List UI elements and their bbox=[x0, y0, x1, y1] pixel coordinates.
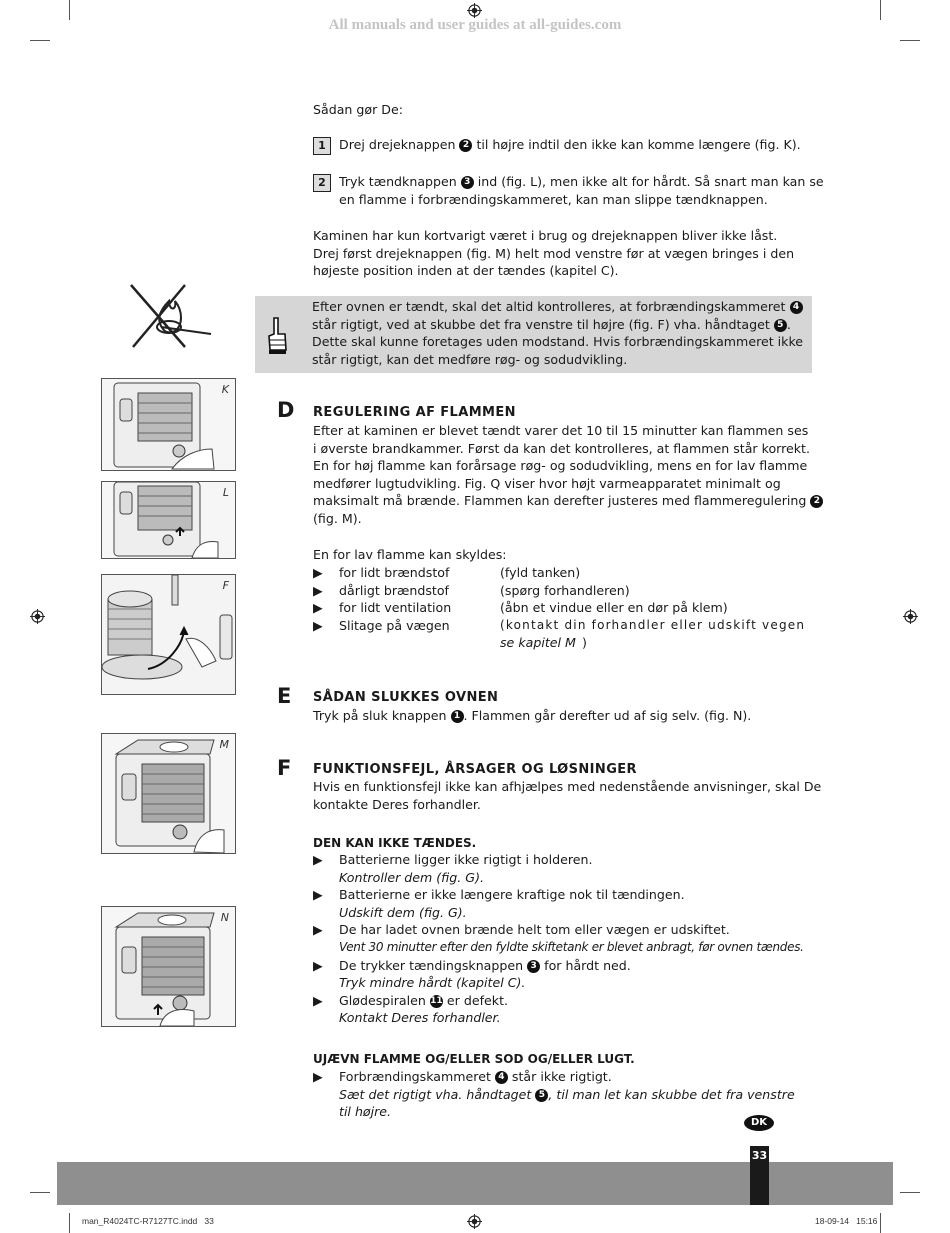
figure-label: M bbox=[219, 738, 229, 751]
ref-number: 3 bbox=[527, 960, 540, 973]
text-line: højeste position inden at der tændes (kapitel C). bbox=[313, 263, 619, 279]
registration-mark-icon bbox=[467, 3, 482, 18]
figure-label: L bbox=[222, 486, 229, 499]
notice-text bbox=[312, 298, 803, 368]
section-letter: D bbox=[277, 398, 295, 422]
solution-text: Kontakt Deres forhandler. bbox=[339, 1010, 501, 1026]
pointing-hand-icon bbox=[265, 316, 289, 356]
section-title: REGULERING AF FLAMMEN bbox=[313, 405, 516, 420]
figure-label: F bbox=[222, 579, 229, 592]
solution-text: Tryk mindre hårdt (kapitel C). bbox=[339, 975, 526, 991]
heater-illustration-icon bbox=[102, 482, 235, 558]
step-2 bbox=[313, 173, 824, 192]
combustion-chamber-illustration-icon bbox=[102, 575, 235, 694]
bullet-icon: ▶ bbox=[313, 600, 323, 616]
step-number: 2 bbox=[313, 174, 331, 192]
language-badge: DK bbox=[744, 1115, 774, 1131]
figure-label: N bbox=[220, 911, 229, 924]
list-item bbox=[313, 1068, 833, 1121]
text-line: Efter at kaminen er blevet tændt varer det 10 til 15 minutter kan flammen ses bbox=[313, 423, 809, 438]
section-title: FUNKTIONSFEJL, ÅRSAGER OG LØSNINGER bbox=[313, 762, 637, 777]
heater-illustration-icon bbox=[102, 379, 235, 470]
problem-list bbox=[313, 1068, 833, 1121]
problem-text: er defekt. bbox=[446, 992, 509, 1008]
section-body bbox=[313, 422, 823, 528]
paragraph bbox=[313, 227, 794, 280]
list-item bbox=[313, 992, 833, 1027]
bullet-icon: ▶ bbox=[313, 565, 323, 580]
problem-text: står ikke rigtigt. bbox=[511, 1069, 612, 1084]
problem-text: De trykker tændingsknappen bbox=[339, 957, 524, 973]
text-line: medfører lugtudvikling. Fig. Q viser hvor højt varmeapparatet minimalt og bbox=[313, 475, 781, 491]
cause-text: dårligt brændstof bbox=[339, 582, 449, 598]
bullet-icon: ▶ bbox=[313, 617, 323, 633]
page-number: 33 bbox=[750, 1146, 769, 1205]
list-item bbox=[313, 599, 813, 617]
problem-text: Glødespiralen bbox=[339, 992, 426, 1008]
solution-text: , til man let kan skubbe det fra venstre bbox=[548, 1086, 795, 1102]
ref-number: 11 bbox=[430, 995, 443, 1006]
bullet-icon: ▶ bbox=[313, 852, 323, 867]
text-line: Hvis en funktionsfejl ikke kan afhjælpes med nedenstående anvisninger, skal De bbox=[313, 779, 822, 794]
cause-text: for lidt brændstof bbox=[339, 565, 450, 580]
problem-list bbox=[313, 851, 833, 1027]
crop-mark bbox=[900, 40, 920, 41]
bullet-icon: ▶ bbox=[313, 582, 323, 598]
crop-mark bbox=[30, 40, 50, 41]
problem-text: Batterierne er ikke længere kraftige nok til tændingen. bbox=[339, 887, 685, 903]
cause-text: Slitage på vægen bbox=[339, 617, 450, 633]
sub-heading: DEN KAN IKKE TÆNDES. bbox=[313, 836, 477, 850]
ref-number: 2 bbox=[459, 139, 472, 152]
problem-text: Batterierne ligger ikke rigtigt i holderen. bbox=[339, 852, 593, 867]
text-line: i øverste brandkammer. Først da kan det kontrolleres, at flammen står korrekt. bbox=[313, 440, 811, 456]
solution-text: Sæt det rigtigt vha. håndtaget bbox=[339, 1086, 532, 1102]
solution-text: Vent 30 minutter efter den fyldte skiftetank er blevet anbragt, før ovnen tændes. bbox=[339, 939, 804, 954]
crop-mark bbox=[30, 1192, 50, 1193]
text-line: står rigtigt, ved at skubbe det fra venstre til højre (fig. F) vha. håndtaget bbox=[312, 316, 770, 332]
solution-text: til højre. bbox=[339, 1104, 392, 1120]
figure-f bbox=[101, 574, 236, 695]
footer-file-name: man_R4024TC-R7127TC.indd 33 bbox=[82, 1216, 214, 1226]
bullet-icon: ▶ bbox=[313, 922, 323, 938]
intro-text: Sådan gør De: bbox=[313, 102, 403, 117]
section-body bbox=[313, 707, 751, 725]
list-item bbox=[313, 564, 813, 582]
footer-timestamp: 18-09-14 15:16 bbox=[815, 1216, 878, 1226]
step-number: 1 bbox=[313, 137, 331, 155]
ref-number: 2 bbox=[810, 495, 823, 508]
causes-list bbox=[313, 564, 813, 652]
bullet-icon: ▶ bbox=[313, 1069, 323, 1084]
list-item bbox=[313, 886, 833, 921]
ref-number: 4 bbox=[495, 1071, 508, 1084]
cause-remedy: (spørg forhandleren) bbox=[500, 582, 630, 598]
list-item bbox=[313, 582, 813, 600]
figure-label: K bbox=[221, 383, 229, 396]
section-body bbox=[313, 778, 821, 813]
causes-intro: En for lav flamme kan skyldes: bbox=[313, 547, 507, 562]
bullet-icon: ▶ bbox=[313, 957, 323, 973]
cause-remedy: (åbn et vindue eller en dør på klem) bbox=[500, 600, 728, 616]
text-line: (fig. M). bbox=[313, 510, 362, 526]
bullet-icon: ▶ bbox=[313, 992, 323, 1008]
watermark: All manuals and user guides at all-guides.com bbox=[328, 17, 622, 33]
text-line: Dette skal kunne foretages uden modstand. Hvis forbrændingskammeret ikke bbox=[312, 334, 804, 350]
crop-mark bbox=[880, 1213, 881, 1233]
figure-k bbox=[101, 378, 236, 471]
text-line: . Flammen går derefter ud af sig selv. (fig. N). bbox=[463, 708, 752, 723]
text-line: . bbox=[786, 316, 791, 332]
section-title: SÅDAN SLUKKES OVNEN bbox=[313, 690, 499, 705]
sub-heading: UJÆVN FLAMME OG/ELLER SOD OG/ELLER LUGT. bbox=[313, 1052, 635, 1066]
ref-number: 5 bbox=[535, 1089, 548, 1102]
heater-illustration-icon bbox=[102, 734, 235, 853]
cause-remedy: se kapitel M bbox=[500, 635, 576, 651]
ref-number: 5 bbox=[774, 319, 787, 332]
list-item bbox=[313, 957, 833, 992]
problem-text: Forbrændingskammeret bbox=[339, 1069, 491, 1084]
ref-number: 4 bbox=[790, 301, 803, 314]
heater-illustration-icon bbox=[102, 907, 235, 1026]
no-open-flame-icon bbox=[125, 281, 215, 351]
cause-text: for lidt ventilation bbox=[339, 600, 452, 616]
step-text: Tryk tændknappen bbox=[339, 174, 457, 189]
text-line: En for høj flamme kan forårsage røg- og sodudvikling, mens en for lav flamme bbox=[313, 458, 808, 474]
step-text: ind (fig. L), men ikke alt for hårdt. Så snart man kan se bbox=[477, 174, 824, 189]
problem-text: De har ladet ovnen brænde helt tom eller vægen er udskiftet. bbox=[339, 922, 730, 938]
cause-remedy: ) bbox=[582, 635, 587, 651]
figure-m bbox=[101, 733, 236, 854]
figure-n bbox=[101, 906, 236, 1027]
crop-mark bbox=[69, 1213, 70, 1233]
cause-remedy: (fyld tanken) bbox=[500, 565, 581, 580]
cause-remedy: (kontakt din forhandler eller udskift vegen bbox=[500, 617, 806, 632]
text-line: Efter ovnen er tændt, skal det altid kontrolleres, at forbrændingskammeret bbox=[312, 299, 786, 314]
ref-number: 1 bbox=[451, 710, 464, 723]
text-line: Tryk på sluk knappen bbox=[313, 708, 447, 723]
list-item bbox=[313, 921, 833, 956]
list-item-continuation bbox=[313, 634, 813, 652]
bullet-icon: ▶ bbox=[313, 887, 323, 903]
list-item bbox=[313, 617, 813, 635]
step-text: Drej drejeknappen bbox=[339, 137, 456, 152]
text-line: maksimalt må brænde. Flammen kan derefter justeres med flammeregulering bbox=[313, 493, 807, 509]
figure-l bbox=[101, 481, 236, 559]
registration-mark-icon bbox=[467, 1214, 482, 1229]
text-line: står rigtigt, kan det medføre røg- og sodudvikling. bbox=[312, 351, 628, 367]
list-item bbox=[313, 851, 833, 886]
step-text: en flamme i forbrændingskammeret, kan man slippe tændknappen. bbox=[339, 192, 768, 207]
ref-number: 3 bbox=[461, 176, 474, 189]
solution-text: Kontroller dem (fig. G). bbox=[339, 869, 484, 885]
crop-mark bbox=[900, 1192, 920, 1193]
step-1 bbox=[313, 136, 801, 155]
problem-text: for hårdt ned. bbox=[544, 957, 631, 973]
solution-text: Udskift dem (fig. G). bbox=[339, 904, 467, 920]
text-line: Kaminen har kun kortvarigt været i brug og drejeknappen bliver ikke låst. bbox=[313, 228, 778, 243]
step-text: til højre indtil den ikke kan komme længere (fig. K). bbox=[476, 137, 801, 152]
registration-mark-icon bbox=[30, 609, 45, 624]
text-line: Drej først drejeknappen (fig. M) helt mod venstre før at vægen bringes i den bbox=[313, 245, 795, 261]
registration-mark-icon bbox=[903, 609, 918, 624]
section-letter: E bbox=[277, 684, 292, 708]
text-line: kontakte Deres forhandler. bbox=[313, 796, 481, 812]
section-letter: F bbox=[277, 756, 292, 780]
